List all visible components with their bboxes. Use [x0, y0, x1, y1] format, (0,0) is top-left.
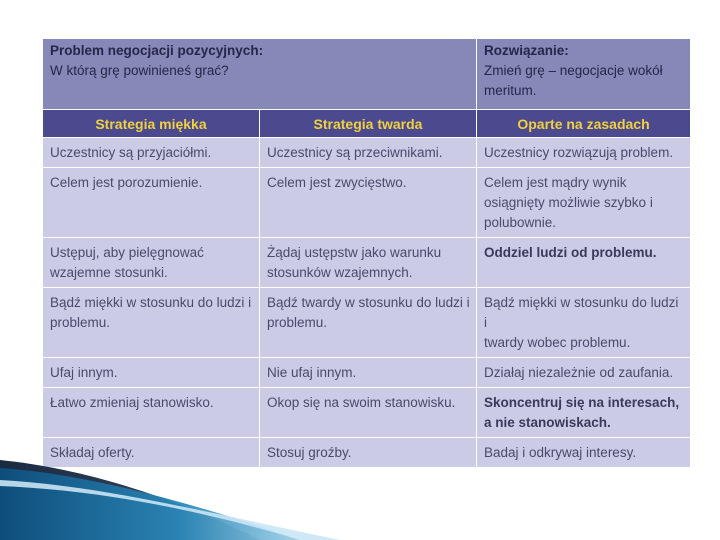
solution-cell — [477, 39, 691, 110]
table-row — [43, 238, 691, 288]
principled-strategy-cell — [477, 168, 691, 238]
hard-strategy-cell — [260, 388, 477, 438]
cell-text-line: Bądź twardy w stosunku do ludzi i — [267, 295, 470, 310]
cell-text-line: Skoncentruj się na interesach, — [484, 395, 680, 410]
hard-strategy-cell — [260, 168, 477, 238]
principled-strategy-cell — [477, 358, 691, 388]
column-header-principled: Oparte na zasadach — [477, 110, 691, 138]
soft-strategy-cell — [43, 138, 260, 168]
principled-strategy-cell — [477, 438, 691, 468]
cell-text-line: Okop się na swoim stanowisku. — [267, 395, 456, 410]
problem-title: Problem negocjacji pozycyjnych: — [50, 43, 264, 58]
hard-strategy-cell — [260, 238, 477, 288]
column-header-row — [43, 110, 691, 138]
swoosh-blue — [0, 468, 300, 540]
cell-text-line: Składaj oferty. — [50, 445, 135, 460]
cell-text-line: Oddziel ludzi od problemu. — [484, 245, 657, 260]
cell-text-line: Bądź miękki w stosunku do ludzi i — [484, 295, 679, 330]
soft-strategy-cell — [43, 388, 260, 438]
table-row — [43, 388, 691, 438]
table-row — [43, 358, 691, 388]
principled-strategy-cell — [477, 238, 691, 288]
corner-swoosh-decoration — [0, 450, 340, 540]
cell-text-line: Celem jest porozumienie. — [50, 175, 203, 190]
cell-text-line: stosunków wzajemnych. — [267, 265, 413, 280]
table-header-row — [43, 39, 691, 110]
cell-text-line: Celem jest zwycięstwo. — [267, 175, 407, 190]
cell-text-line: wzajemne stosunki. — [50, 265, 168, 280]
cell-text-line: Uczestnicy są przeciwnikami. — [267, 145, 443, 160]
cell-text-line: Ustępuj, aby pielęgnować — [50, 245, 204, 260]
cell-text-line: Nie ufaj innym. — [267, 365, 357, 380]
hard-strategy-cell — [260, 358, 477, 388]
cell-text-line: a nie stanowiskach. — [484, 415, 611, 430]
solution-line-2: meritum. — [484, 83, 537, 98]
cell-text-line: twardy wobec problemu. — [484, 335, 631, 350]
column-header-soft: Strategia miękka — [43, 110, 260, 138]
principled-strategy-cell — [477, 288, 691, 358]
problem-question: W którą grę powinieneś grać? — [50, 63, 229, 78]
cell-text-line: Bądź miękki w stosunku do ludzi i — [50, 295, 252, 310]
cell-text-line: Działaj niezależnie od zaufania. — [484, 365, 674, 380]
cell-text-line: Uczestnicy rozwiązują problem. — [484, 145, 674, 160]
table-row — [43, 138, 691, 168]
cell-text-line: Ufaj innym. — [50, 365, 118, 380]
solution-title: Rozwiązanie: — [484, 43, 569, 58]
column-header-hard: Strategia twarda — [260, 110, 477, 138]
solution-line-1: Zmień grę – negocjacje wokół — [484, 63, 663, 78]
negotiation-strategies-table — [42, 38, 691, 468]
hard-strategy-cell — [260, 138, 477, 168]
cell-text-line: Uczestnicy są przyjaciółmi. — [50, 145, 212, 160]
soft-strategy-cell — [43, 358, 260, 388]
soft-strategy-cell — [43, 238, 260, 288]
principled-strategy-cell — [477, 388, 691, 438]
cell-text-line: problemu. — [50, 315, 111, 330]
cell-text-line: Żądaj ustępstw jako warunku — [267, 245, 442, 260]
hard-strategy-cell — [260, 288, 477, 358]
problem-cell — [43, 39, 477, 110]
cell-text-line: Celem jest mądry wynik — [484, 175, 627, 190]
principled-strategy-cell — [477, 138, 691, 168]
soft-strategy-cell — [43, 288, 260, 358]
cell-text-line: polubownie. — [484, 215, 557, 230]
cell-text-line: Badaj i odkrywaj interesy. — [484, 445, 637, 460]
cell-text-line: problemu. — [267, 315, 328, 330]
cell-text-line: Łatwo zmieniaj stanowisko. — [50, 395, 214, 410]
soft-strategy-cell — [43, 168, 260, 238]
cell-text-line: osiągnięty możliwie szybko i — [484, 195, 653, 210]
table-body — [43, 138, 691, 468]
table-row — [43, 168, 691, 238]
table-row — [43, 288, 691, 358]
cell-text-line: Stosuj groźby. — [267, 445, 352, 460]
